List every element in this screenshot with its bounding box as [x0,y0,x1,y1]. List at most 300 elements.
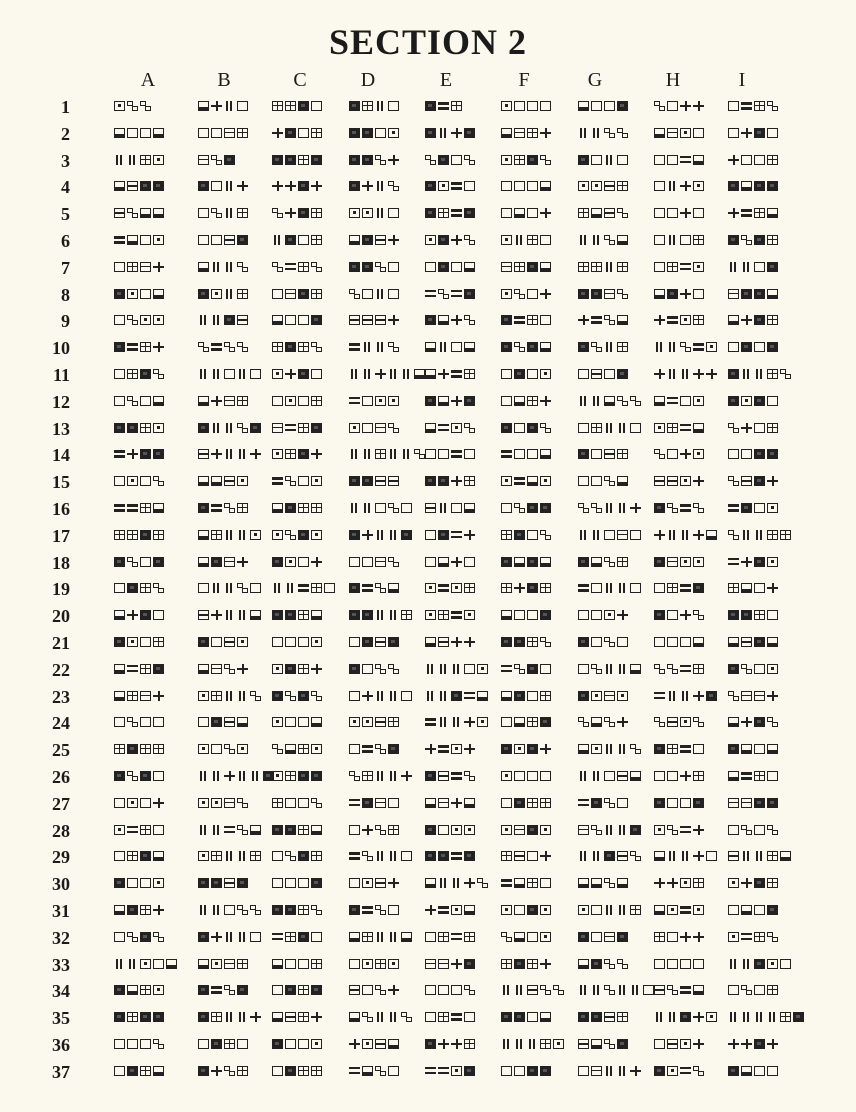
double-vertical-bars-icon [741,530,752,540]
plus-sign-icon [451,235,462,245]
symbol-cell-g21 [578,637,628,647]
square-with-horizontal-bar-icon [654,985,665,995]
half-filled-square-icon [578,959,589,969]
square-with-horizontal-bar-icon [578,825,589,835]
double-vertical-bars-icon [667,691,678,701]
filled-square-icon [285,1066,296,1076]
filled-square-icon [311,771,322,781]
window-square-icon [211,851,222,861]
half-filled-square-icon [198,530,209,540]
window-square-icon [311,235,322,245]
square-with-center-dot-icon [272,717,283,727]
symbol-cell-f24 [501,717,551,727]
open-square-icon [388,289,399,299]
square-with-horizontal-bar-icon [741,476,752,486]
offset-squares-icon [127,208,138,218]
square-with-center-dot-icon [211,289,222,299]
offset-squares-icon [667,985,678,995]
open-square-icon [591,905,602,915]
symbol-cell-a30 [114,878,164,888]
filled-square-icon [578,342,589,352]
double-vertical-bars-icon [388,1012,399,1022]
offset-squares-icon [388,664,399,674]
plus-sign-icon [741,315,752,325]
offset-squares-icon [578,503,589,513]
window-square-icon [693,235,704,245]
plus-sign-icon [211,449,222,459]
row-number: 28 [52,820,70,841]
symbol-cell-d32 [349,932,412,942]
offset-squares-icon [153,583,164,593]
offset-squares-icon [464,315,475,325]
plus-sign-icon [127,449,138,459]
plus-sign-icon [654,315,665,325]
symbol-cell-a11 [114,369,164,379]
row-number: 36 [52,1035,70,1055]
window-square-icon [754,208,765,218]
square-with-center-dot-icon [693,262,704,272]
symbol-cell-i28 [728,825,778,835]
filled-square-icon [285,905,296,915]
filled-square-icon [591,959,602,969]
symbol-cell-f2 [501,128,551,138]
square-with-center-dot-icon [680,315,691,325]
offset-squares-icon [604,235,615,245]
filled-square-icon [728,369,739,379]
half-filled-square-icon [464,905,475,915]
symbol-cell-a36 [114,1039,164,1049]
square-with-center-dot-icon [767,503,778,513]
double-vertical-bars-icon [375,181,386,191]
symbol-cell-b23 [198,691,261,701]
open-square-icon [514,771,525,781]
symbol-cell-d1 [349,101,399,111]
half-filled-square-icon [464,798,475,808]
offset-squares-icon [604,798,615,808]
double-horizontal-bars-icon [451,530,462,540]
open-square-icon [127,878,138,888]
symbol-cell-d24 [349,717,399,727]
double-vertical-bars-icon [224,449,235,459]
square-with-horizontal-bar-icon [211,664,222,674]
symbol-cell-i29 [728,851,791,861]
offset-squares-icon [464,155,475,165]
symbol-cell-e25 [425,744,475,754]
open-square-icon [578,664,589,674]
filled-square-icon [362,610,373,620]
offset-squares-icon [127,557,138,567]
plus-sign-icon [680,610,691,620]
plus-sign-icon [693,932,704,942]
half-filled-square-icon [693,155,704,165]
open-square-icon [362,557,373,567]
filled-square-icon [349,610,360,620]
double-vertical-bars-icon [237,530,248,540]
symbol-cell-f30 [501,878,551,888]
open-square-icon [540,771,551,781]
offset-squares-icon [604,985,615,995]
offset-squares-icon [464,771,475,781]
symbol-cell-f18 [501,557,551,567]
double-vertical-bars-icon [198,315,209,325]
filled-square-icon [501,557,512,567]
symbol-cell-i12 [728,396,778,406]
window-square-icon [540,798,551,808]
window-square-icon [237,396,248,406]
window-square-icon [767,851,778,861]
plus-sign-icon [388,985,399,995]
open-square-icon [501,208,512,218]
open-square-icon [285,315,296,325]
symbol-cell-i32 [728,932,778,942]
half-filled-square-icon [514,878,525,888]
window-square-icon [140,423,151,433]
double-horizontal-bars-icon [425,717,436,727]
symbol-cell-h27 [654,798,704,808]
filled-square-icon [114,342,125,352]
symbol-cell-f35 [501,1012,551,1022]
window-square-icon [153,637,164,647]
filled-square-icon [728,396,739,406]
double-vertical-bars-icon [388,449,399,459]
square-with-horizontal-bar-icon [375,798,386,808]
symbol-cell-h19 [654,583,704,593]
plus-sign-icon [728,155,739,165]
half-filled-square-icon [540,557,551,567]
square-with-center-dot-icon [311,530,322,540]
symbol-cell-i35 [728,1012,804,1022]
symbol-cell-f6 [501,235,551,245]
double-horizontal-bars-icon [127,503,138,513]
half-filled-square-icon [501,691,512,701]
filled-square-icon [767,905,778,915]
offset-squares-icon [224,664,235,674]
half-filled-square-icon [767,208,778,218]
double-horizontal-bars-icon [114,449,125,459]
symbol-cell-h2 [654,128,704,138]
double-horizontal-bars-icon [680,825,691,835]
filled-square-icon [527,423,538,433]
square-with-horizontal-bar-icon [127,181,138,191]
open-square-icon [140,1039,151,1049]
symbol-cell-i15 [728,476,778,486]
filled-square-icon [754,557,765,567]
symbol-cell-c26 [272,771,322,781]
symbol-cell-h11 [654,369,717,379]
half-filled-square-icon [630,664,641,674]
double-vertical-bars-icon [578,530,589,540]
square-with-horizontal-bar-icon [198,155,209,165]
filled-square-icon [728,610,739,620]
symbol-cell-c1 [272,101,322,111]
filled-square-icon [438,530,449,540]
window-square-icon [311,396,322,406]
open-square-icon [754,1066,765,1076]
offset-squares-icon [780,369,791,379]
square-with-horizontal-bar-icon [438,798,449,808]
square-with-center-dot-icon [540,476,551,486]
filled-square-icon [540,610,551,620]
symbol-cell-b3 [198,155,235,165]
offset-squares-icon [237,825,248,835]
symbol-cell-d30 [349,878,399,888]
filled-square-icon [527,557,538,567]
double-vertical-bars-icon [591,771,602,781]
symbol-cell-e14 [425,449,475,459]
symbol-cell-c23 [272,691,322,701]
plus-sign-icon [438,1039,449,1049]
symbol-cell-i10 [728,342,778,352]
symbol-cell-a4 [114,181,164,191]
double-vertical-bars-icon [514,985,525,995]
filled-square-icon [425,101,436,111]
window-square-icon [464,932,475,942]
filled-square-icon [464,1066,475,1076]
open-square-icon [767,771,778,781]
symbol-cell-f10 [501,342,551,352]
open-square-icon [591,637,602,647]
window-square-icon [298,423,309,433]
double-vertical-bars-icon [438,691,449,701]
filled-square-icon [514,1012,525,1022]
symbol-cell-f14 [501,449,551,459]
double-vertical-bars-icon [198,825,209,835]
row-number: 5 [61,204,70,225]
symbol-cell-f34 [501,985,564,995]
double-vertical-bars-icon [237,691,248,701]
half-filled-square-icon [425,637,436,647]
row-number: 8 [61,284,70,305]
half-filled-square-icon [578,878,589,888]
window-square-icon [211,1012,222,1022]
double-vertical-bars-icon [375,342,386,352]
offset-squares-icon [349,771,360,781]
symbol-cell-f22 [501,664,551,674]
symbol-cell-c6 [272,235,322,245]
window-square-icon [140,985,151,995]
plus-sign-icon [388,315,399,325]
symbol-cell-f32 [501,932,551,942]
half-filled-square-icon [741,905,752,915]
filled-square-icon [438,851,449,861]
symbol-cell-e10 [425,342,475,352]
double-horizontal-bars-icon [272,476,283,486]
plus-sign-icon [388,878,399,888]
plus-sign-icon [617,717,628,727]
window-square-icon [617,449,628,459]
offset-squares-icon [349,289,360,299]
filled-square-icon [272,1039,283,1049]
plus-sign-icon [654,530,665,540]
half-filled-square-icon [438,396,449,406]
double-vertical-bars-icon [224,1012,235,1022]
row-number: 12 [52,391,70,412]
symbol-cell-d28 [349,825,399,835]
symbol-cell-g10 [578,342,628,352]
offset-squares-icon [388,557,399,567]
open-square-icon [198,1039,209,1049]
open-square-icon [224,905,235,915]
filled-square-icon [114,985,125,995]
symbol-cell-e19 [425,583,475,593]
open-square-icon [728,449,739,459]
filled-square-icon [464,959,475,969]
symbol-cell-g36 [578,1039,628,1049]
symbol-cell-f21 [501,637,551,647]
window-square-icon [767,155,778,165]
symbol-cell-c30 [272,878,322,888]
symbol-cell-f29 [501,851,551,861]
offset-squares-icon [591,825,602,835]
column-header-c: C [293,69,307,91]
offset-squares-icon [375,1066,386,1076]
offset-squares-icon [693,503,704,513]
symbol-cell-b36 [198,1039,248,1049]
symbol-cell-e29 [425,851,475,861]
window-square-icon [224,1039,235,1049]
double-vertical-bars-icon [438,342,449,352]
symbol-cell-g9 [578,315,628,325]
open-square-icon [451,985,462,995]
offset-squares-icon [464,423,475,433]
symbol-cell-h15 [654,476,704,486]
plus-sign-icon [388,155,399,165]
filled-square-icon [349,101,360,111]
symbol-cell-i18 [728,557,778,567]
open-square-icon [591,932,602,942]
double-vertical-bars-icon [224,289,235,299]
plus-sign-icon [362,825,373,835]
double-horizontal-bars-icon [438,583,449,593]
filled-square-icon [728,235,739,245]
open-square-icon [362,396,373,406]
column-header-i: I [738,69,746,91]
window-square-icon [438,610,449,620]
window-square-icon [285,101,296,111]
square-with-center-dot-icon [501,476,512,486]
open-square-icon [654,262,665,272]
double-vertical-bars-icon [617,423,628,433]
filled-square-icon [514,691,525,701]
plus-sign-icon [630,503,641,513]
symbol-cell-b32 [198,932,261,942]
offset-squares-icon [211,208,222,218]
offset-squares-icon [693,717,704,727]
offset-squares-icon [591,664,602,674]
half-filled-square-icon [237,717,248,727]
open-square-icon [272,878,283,888]
open-square-icon [401,691,412,701]
filled-square-icon [272,557,283,567]
double-horizontal-bars-icon [211,985,222,995]
square-with-center-dot-icon [285,396,296,406]
row-number: 35 [52,1008,70,1029]
window-square-icon [285,932,296,942]
half-filled-square-icon [767,637,778,647]
filled-square-icon [464,128,475,138]
offset-squares-icon [728,691,739,701]
square-with-center-dot-icon [272,664,283,674]
window-square-icon [767,423,778,433]
symbol-cell-c9 [272,315,322,325]
plus-sign-icon [362,530,373,540]
open-square-icon [578,610,589,620]
open-square-icon [114,476,125,486]
filled-square-icon [617,932,628,942]
symbol-cell-b28 [198,825,261,835]
symbol-cell-c11 [272,369,322,379]
filled-square-icon [127,423,138,433]
double-vertical-bars-icon [667,1012,678,1022]
offset-squares-icon [285,851,296,861]
symbol-cell-i33 [728,959,791,969]
symbol-cell-e28 [425,825,475,835]
symbol-cell-f31 [501,905,551,915]
filled-square-icon [754,128,765,138]
filled-square-icon [349,262,360,272]
plus-sign-icon [451,1039,462,1049]
half-filled-square-icon [311,610,322,620]
open-square-icon [591,101,602,111]
row-number: 20 [52,606,70,627]
open-square-icon [754,503,765,513]
square-with-center-dot-icon [767,664,778,674]
open-square-icon [578,369,589,379]
square-with-center-dot-icon [706,342,717,352]
half-filled-square-icon [591,878,602,888]
square-with-horizontal-bar-icon [667,1039,678,1049]
double-horizontal-bars-icon [728,557,739,567]
double-horizontal-bars-icon [438,101,449,111]
double-vertical-bars-icon [224,530,235,540]
double-vertical-bars-icon [514,1039,525,1049]
plus-sign-icon [451,959,462,969]
symbol-cell-i2 [728,128,778,138]
open-square-icon [501,181,512,191]
open-square-icon [527,208,538,218]
symbol-cell-i27 [728,798,778,808]
symbol-cell-i17 [728,530,791,540]
symbol-cell-i16 [728,503,778,513]
symbol-cell-e34 [425,985,475,995]
window-square-icon [767,878,778,888]
column-header-g: G [587,69,603,91]
offset-squares-icon [285,691,296,701]
open-square-icon [349,744,360,754]
symbol-cell-b27 [198,798,248,808]
plus-sign-icon [311,664,322,674]
half-filled-square-icon [514,396,525,406]
window-square-icon [578,208,589,218]
symbol-cell-b7 [198,262,248,272]
square-with-horizontal-bar-icon [285,289,296,299]
plus-sign-icon [153,262,164,272]
half-filled-square-icon [127,985,138,995]
offset-squares-icon [311,905,322,915]
open-square-icon [114,1039,125,1049]
symbol-cell-h23 [654,691,717,701]
square-with-center-dot-icon [451,1066,462,1076]
double-vertical-bars-icon [604,1066,615,1076]
filled-square-icon [140,449,151,459]
double-vertical-bars-icon [591,396,602,406]
filled-square-icon [272,691,283,701]
half-filled-square-icon [514,557,525,567]
symbol-cell-d22 [349,664,399,674]
offset-squares-icon [630,396,641,406]
double-vertical-bars-icon [754,851,765,861]
filled-square-icon [349,181,360,191]
